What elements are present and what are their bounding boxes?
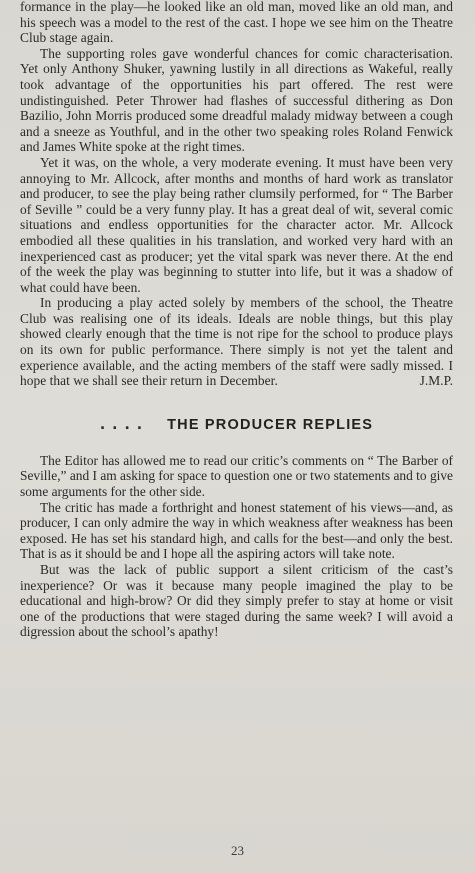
section-heading	[20, 417, 453, 433]
review-paragraph-3: Yet it was, on the whole, a very moderate evening. It must have been very annoying to Mr. Allcock, after months and months of hard work as translator and producer, to see the play being rather clumsily performed, for “ The Barber of Seville ” could be a very funny play. It has a great deal of wit, several comic situations and endless opportunities for the character actor. Mr. Allcock embodied all these qualities in his translation, and worked very hard with an inexperienced cast as producer; yet the vital spark was never there. At the end of the week the play was beginning to stutter into life, but it was a shadow of what could have been.	[20, 154, 453, 295]
review-paragraph-2: The supporting roles gave wonderful chances for comic characterisation. Yet only Anthony Shuker, yawning lustily in all directions as Wakeful, really took advantage of the opportunities his part offered. The rest were undistinguished. Peter Thrower had flashes of successful dithering as Don Bazilio, John Morris produced some dreadful malady midway between a cough and a sneeze as Youthful, and in the other two speaking roles Roland Fenwick and James White spoke at the right times.	[20, 45, 453, 155]
review-paragraph-1: formance in the play—he looked like an old man, moved like an old man, and his speech was a model to the rest of the cast. I hope we see him on the Theatre Club stage again.	[20, 0, 453, 46]
heading-dots: ....	[99, 416, 150, 433]
review-article	[20, 0, 453, 389]
review-signature: J.M.P.	[419, 373, 453, 389]
review-paragraph-4	[20, 295, 453, 389]
reply-paragraph-3: But was the lack of public support a silent criticism of the cast’s inexperience? Or was it because many people imagined the play to be educational and high-brow? Or did they simply prefer to stay at home or visit one of the productions that were staged during the same week? I will avoid a digression about the school’s apathy!	[20, 562, 453, 640]
review-paragraph-4-text: In producing a play acted solely by members of the school, the Theatre Club was realising one of its ideals. Ideals are noble things, but this play showed clearly enough that the time is not ripe for the school to produce plays on its own for public performance. There simply is not yet the talent and experience available, and the acting members of the staff were sadly missed. I hope that we shall see their return in December.	[20, 295, 453, 389]
reply-article	[20, 453, 453, 640]
reply-paragraph-2: The critic has made a forthright and honest statement of his views—and, as producer, I can only admire the way in which weakness after weakness has been exposed. He has set his standard high, and calls for the best—and only the best. That is as it should be and I hope all the aspiring actors will take note.	[20, 499, 453, 562]
reply-paragraph-1: The Editor has allowed me to read our critic’s comments on “ The Barber of Seville,” and I am asking for space to question one or two statements and to give some arguments for the other side.	[20, 452, 453, 500]
section-title: THE PRODUCER REPLIES	[167, 416, 374, 433]
page-number: 23	[231, 843, 244, 858]
